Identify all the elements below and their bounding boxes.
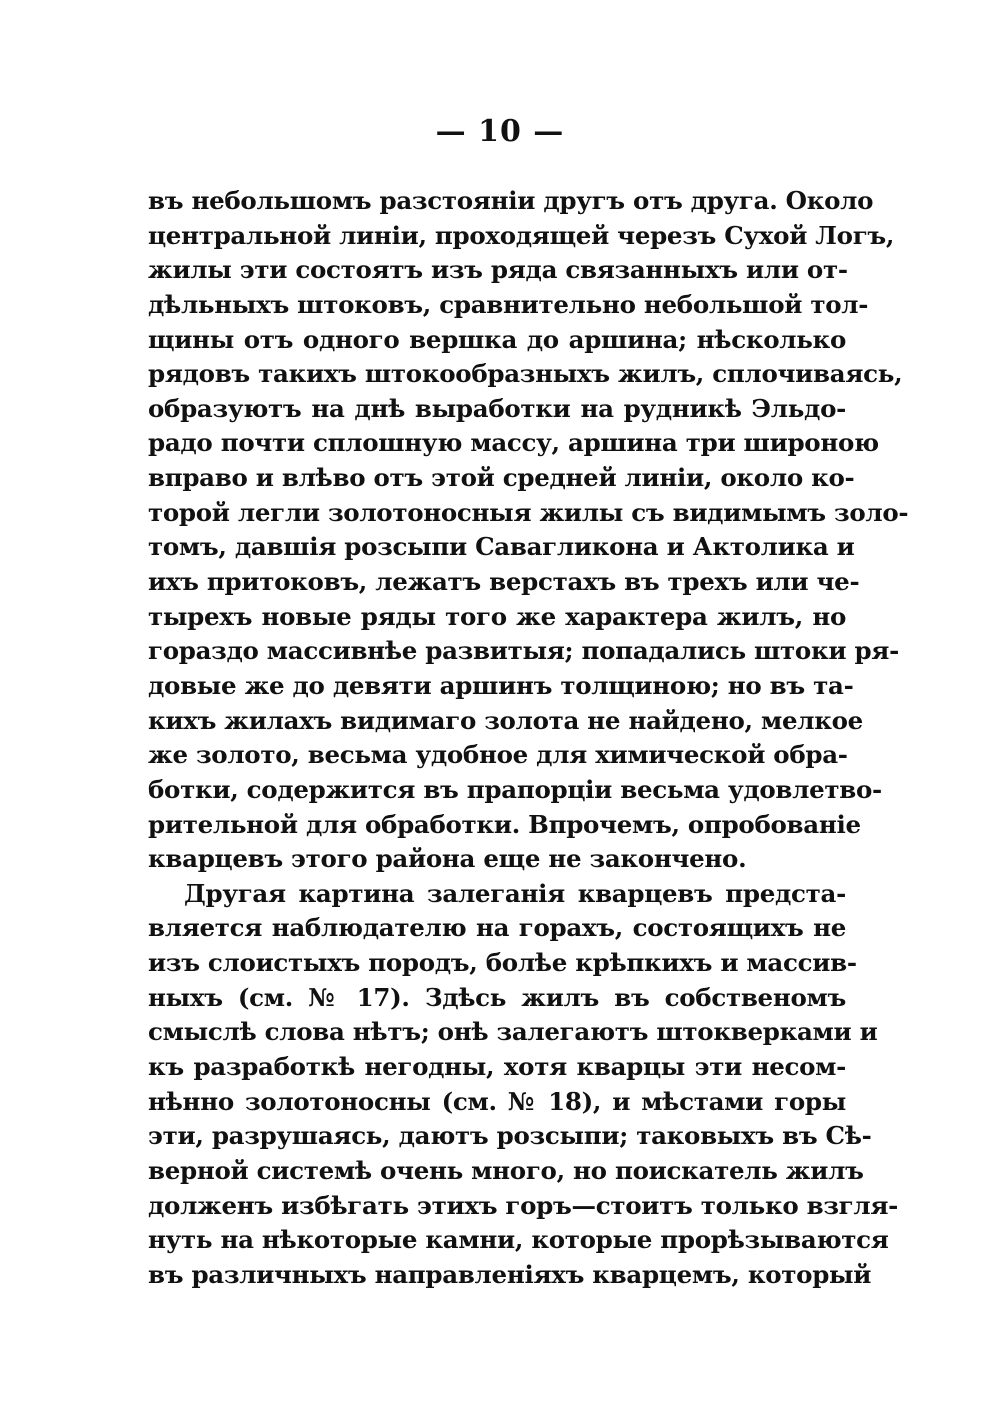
text-line: ныхъ (см. № 17). Здѣсь жилъ въ собственомъ (148, 982, 846, 1012)
text-line: изъ слоистыхъ породъ, болѣе крѣпкихъ и массив- (148, 948, 857, 978)
text-line: Другая картина залеганiя кварцевъ предста- (184, 878, 846, 908)
text-line: ихъ притоковъ, лежатъ верстахъ въ трехъ или че- (148, 567, 860, 597)
page-number: — 10 — (435, 114, 565, 149)
text-line: кварцевъ этого района еще не закончено. (148, 844, 747, 874)
text-line: томъ, давшiя розсыпи Савагликона и Актолика и (148, 532, 855, 562)
text-line: дѣльныхъ штоковъ, сравнительно небольшой тол- (148, 289, 869, 319)
text-line: въ различныхъ направленiяхъ кварцемъ, который (148, 1259, 872, 1289)
text-line: смыслѣ слова нѣтъ; онѣ залегаютъ штокверками и (148, 1017, 878, 1047)
text-line: долженъ избѣгать этихъ горъ—стоитъ только взгля- (148, 1190, 899, 1220)
text-line: въ небольшомъ разстоянiи другъ отъ друга. Около (148, 186, 874, 215)
text-line: торой легли золотоносныя жилы съ видимымъ золо- (148, 497, 909, 527)
text-line: щины отъ одного вершка до аршина; нѣсколько (148, 324, 846, 354)
text-line: къ разработкѣ негодны, хотя кварцы эти несом- (148, 1052, 846, 1082)
body-text (148, 184, 909, 1293)
text-line: нѣнно золотоносны (см. № 18), и мѣстами горы (148, 1086, 846, 1116)
text-line: радо почти сплошную массу, аршина три широною (148, 428, 879, 458)
text-line: рядовъ такихъ штокообразныхъ жилъ, сплочиваясь, (148, 359, 903, 389)
text-line: рительной для обработки. Впрочемъ, опробованiе (148, 809, 861, 839)
text-line: вляется наблюдателю на горахъ, состоящихъ не (148, 913, 846, 943)
text-line: кихъ жилахъ видимаго золота не найдено, мелкое (148, 705, 863, 735)
text-line: нуть на нѣкоторые камни, которые прорѣзываются (148, 1225, 889, 1255)
text-line: образуютъ на днѣ выработки на рудникѣ Эльдо- (148, 393, 846, 423)
text-line: гораздо массивнѣе развитыя; попадались штоки ря- (148, 636, 899, 666)
text-line: эти, разрушаясь, даютъ розсыпи; таковыхъ въ Сѣ- (148, 1121, 872, 1151)
text-line: центральной линiи, проходящей черезъ Сухой Логъ, (148, 220, 895, 250)
text-line: ботки, содержится въ прапорцiи весьма удовлетво- (148, 774, 882, 804)
text-line: довые же до девяти аршинъ толщиною; но въ та- (148, 670, 854, 700)
text-line: жилы эти состоятъ изъ ряда связанныхъ или от- (148, 255, 848, 285)
text-line: тырехъ новые ряды того же характера жилъ, но (148, 601, 846, 631)
text-line: верной системѣ очень много, но поискатель жилъ (148, 1155, 864, 1185)
text-line: же золото, весьма удобное для химической обра- (148, 740, 848, 770)
text-line: вправо и влѣво отъ этой средней линiи, около ко- (148, 463, 855, 493)
